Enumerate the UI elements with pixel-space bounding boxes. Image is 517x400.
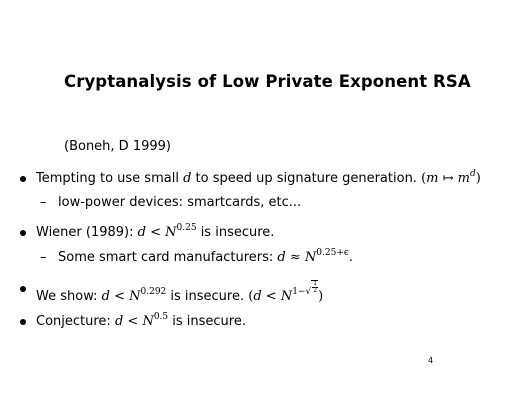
sub-item-2: – Some smart card manufacturers: $d \approx N^{0.25+\epsilon}$.	[40, 248, 354, 265]
bullet-icon	[20, 319, 26, 325]
dash-icon: –	[40, 195, 47, 210]
bullet-item-3: We show: $d < N^{0.292}$ is insecure. ($d < N^{1-√ \frac{1}{2}}$ )	[16, 280, 323, 306]
slide-title: Cryptanalysis of Low Private Exponent RSA	[64, 72, 471, 91]
bullet-item-4: Conjecture: $d < N^{0.5}$ is insecure.	[16, 313, 246, 331]
sub-item-1: – low-power devices: smartcards, etc...	[40, 195, 302, 210]
dash-icon: –	[40, 250, 47, 265]
page-number: 4	[428, 356, 434, 365]
bullet-icon	[20, 230, 26, 236]
exponent-expression: 1−√ 1 2	[292, 280, 318, 297]
bullet-item-2: Wiener (1989): $d < N^{0.25}$ is insecure.	[16, 224, 274, 242]
bullet-icon	[20, 286, 26, 292]
bullet-icon	[20, 176, 26, 182]
citation: (Boneh, D 1999)	[64, 139, 171, 154]
fraction: $\frac{1}{2}$	[313, 280, 318, 294]
bullet-item-1: Tempting to use small d to speed up signature generation. (m ↦ $m^d$)	[16, 170, 481, 188]
